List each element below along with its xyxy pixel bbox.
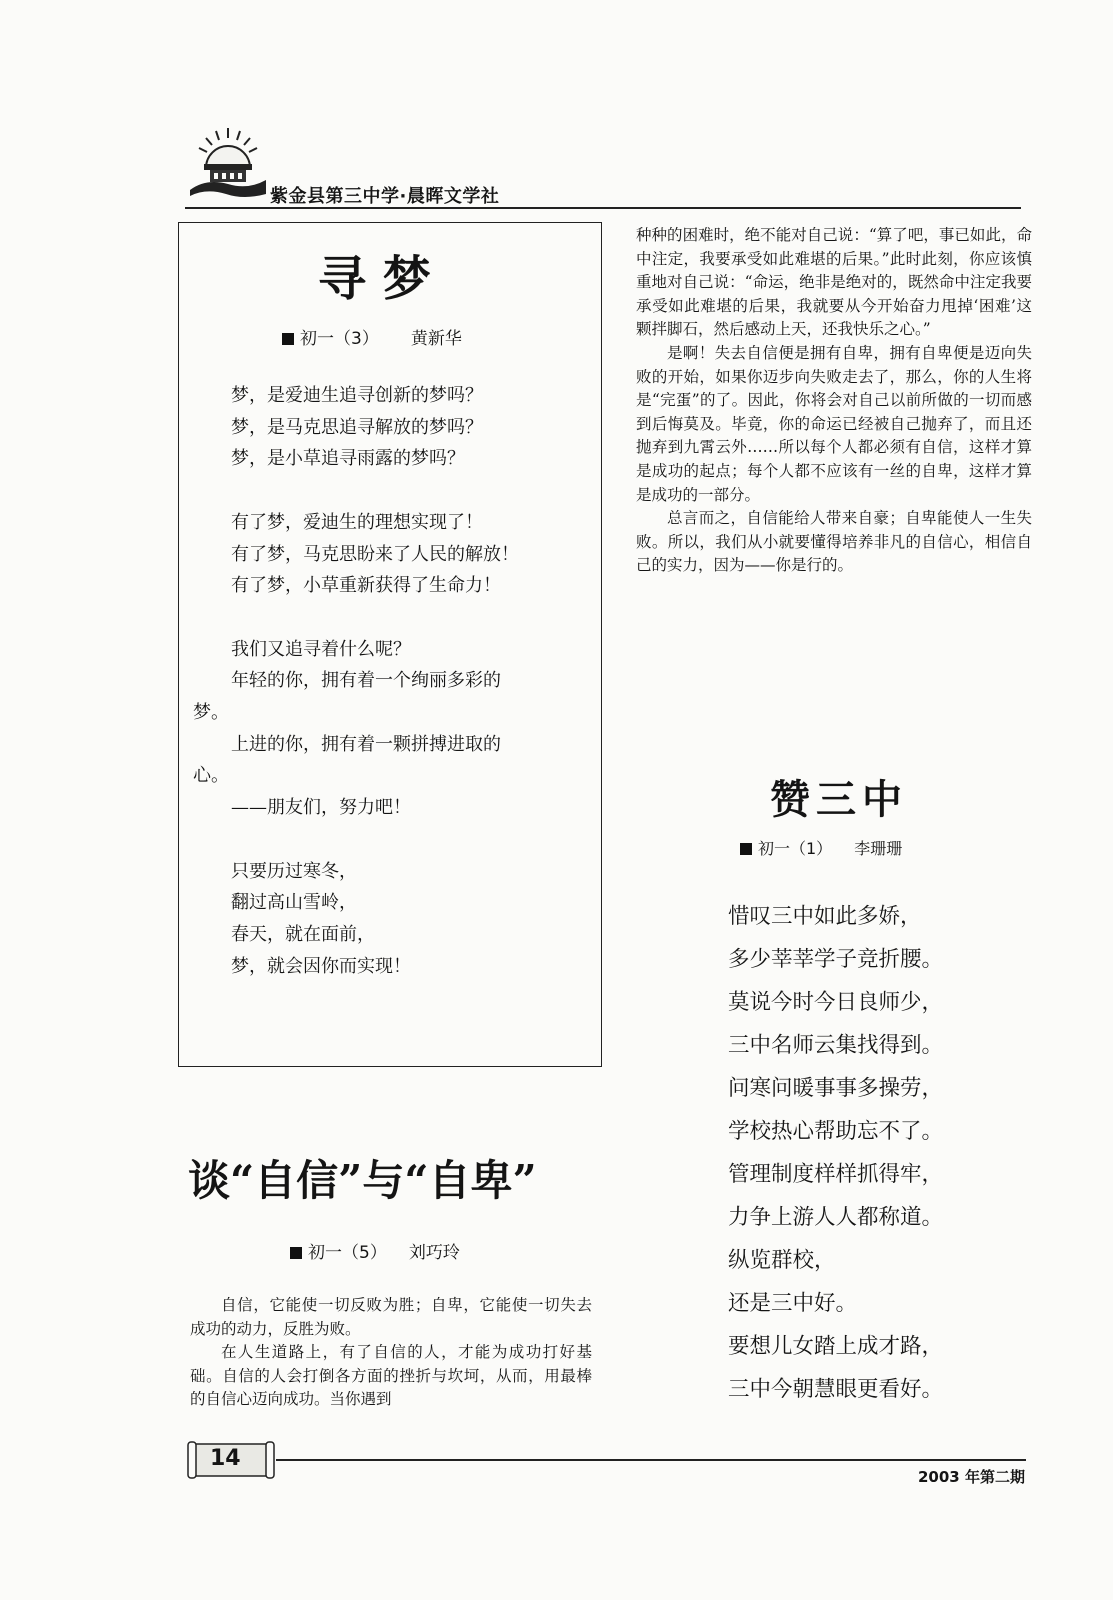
poem2-line: 纵览群校，	[728, 1248, 836, 1273]
poem-line: 翻过高山雪岭，	[231, 892, 357, 914]
essay-byline	[290, 1238, 460, 1263]
essay-paragraph: 总言而之，自信能给人带来自豪；自卑能使人一生失败。所以，我们从小就要懂得培养非凡的自信心，相信自己的实力，因为——你是行的。	[636, 509, 1032, 575]
footer-rule	[276, 1459, 1026, 1461]
poem2-line: 学校热心帮助忘不了。	[728, 1119, 944, 1144]
bullet-square-icon	[740, 843, 752, 855]
poem-line: 上进的你，拥有着一颗拼搏进取的	[231, 733, 501, 755]
essay-paragraph: 自信，它能使一切反败为胜；自卑，它能使一切失去成功的动力，反胜为败。	[190, 1296, 592, 1338]
poem2-line: 管理制度样样抓得牢，	[728, 1162, 944, 1187]
poem2-line: 力争上游人人都称道。	[728, 1205, 944, 1230]
poem-line: 心。	[193, 765, 229, 787]
poem-line: 梦，是爱迪生追寻创新的梦吗？	[231, 385, 483, 406]
bullet-square-icon	[282, 333, 294, 345]
byline-class: 初一（3）	[300, 329, 379, 349]
poem2-title: 赞三中	[770, 776, 908, 823]
byline-author: 黄新华	[410, 329, 462, 349]
poem2-line: 多少莘莘学子竞折腰。	[728, 947, 944, 972]
poem2-line: 三中名师云集找得到。	[728, 1033, 944, 1058]
sunrise-logo-icon	[186, 120, 270, 200]
poem2-line: 惜叹三中如此多娇，	[728, 904, 922, 929]
byline-author: 李珊珊	[854, 839, 903, 858]
essay-body-left	[190, 1294, 592, 1412]
essay-paragraph: 种种的困难时，绝不能对自己说：“算了吧，事已如此，命中注定，我要承受如此难堪的后果。”此时此刻，你应该慎重地对自己说：“命运，绝非是绝对的，既然命中注定我要承受如此难堪的后果，我就要从今开始奋力甩掉‘困难’这颗拌脚石，然后感动上天，还我快乐之心。”	[636, 226, 1032, 339]
poem-title: 寻 梦	[318, 251, 431, 307]
poem-line: 春天，就在面前，	[231, 923, 375, 945]
poem-line: 我们又追寻着什么呢？	[231, 638, 411, 660]
poem2-body	[728, 895, 1028, 1411]
poem-line: 有了梦，小草重新获得了生命力！	[231, 575, 501, 597]
poem-body	[193, 380, 593, 982]
poem2-byline	[740, 836, 902, 859]
poem-line: ——朋友们，努力吧！	[231, 797, 411, 819]
poem-line: 梦。	[193, 702, 229, 723]
poem-line: 梦，是马克思追寻解放的梦吗？	[231, 416, 483, 438]
poem-line: 有了梦，马克思盼来了人民的解放！	[231, 543, 519, 565]
essay-paragraph: 是啊！失去自信便是拥有自卑，拥有自卑便是迈向失败的开始，如果你迈步向失败走去了，那么，你的人生将是“完蛋”的了。因此，你将会对自己以前所做的一切而感到后悔莫及。毕竟，你的命运已经被自己抛弃了，而且还抛弃到九霄云外……所以每个人都必须有自信，这样才算是成功的起点；每个人都不应该有一丝的自卑，这样才算是成功的一部分。	[636, 343, 1032, 504]
page-number: 14	[210, 1446, 241, 1471]
poem-line: 有了梦，爱迪生的理想实现了！	[231, 511, 483, 533]
poem-stanza-gap	[193, 602, 593, 634]
header-title: 紫金县第三中学·晨晖文学社	[270, 186, 500, 207]
poem-line: 梦，是小草追寻雨露的梦吗？	[231, 448, 465, 470]
poem2-line: 要想儿女踏上成才路，	[728, 1334, 944, 1359]
byline-class: 初一（5）	[308, 1243, 387, 1263]
essay-body-right	[636, 224, 1032, 578]
poem-stanza-gap	[193, 475, 593, 507]
byline-class: 初一（1）	[758, 839, 833, 858]
poem-line: 梦，就会因你而实现！	[231, 955, 411, 977]
poem-byline	[282, 324, 462, 349]
bullet-square-icon	[290, 1247, 302, 1259]
essay-title: 谈“自信”与“自卑”	[188, 1156, 537, 1205]
header-rule	[185, 207, 1021, 209]
poem2-line: 问寒问暖事事多操劳，	[728, 1076, 944, 1101]
byline-author: 刘巧玲	[408, 1243, 460, 1263]
poem2-line: 三中今朝慧眼更看好。	[728, 1377, 944, 1402]
poem-stanza-gap	[193, 824, 593, 856]
poem2-line: 还是三中好。	[728, 1291, 858, 1316]
issue-label: 2003 年第二期	[918, 1468, 1025, 1486]
essay-paragraph: 在人生道路上，有了自信的人，才能为成功打好基础。自信的人会打倒各方面的挫折与坎坷，从而，用最棒的自信心迈向成功。当你遇到	[190, 1343, 592, 1409]
poem-line: 年轻的你，拥有着一个绚丽多彩的	[231, 670, 501, 692]
poem-line: 只要历过寒冬，	[231, 860, 357, 882]
poem2-line: 莫说今时今日良师少，	[728, 990, 944, 1015]
